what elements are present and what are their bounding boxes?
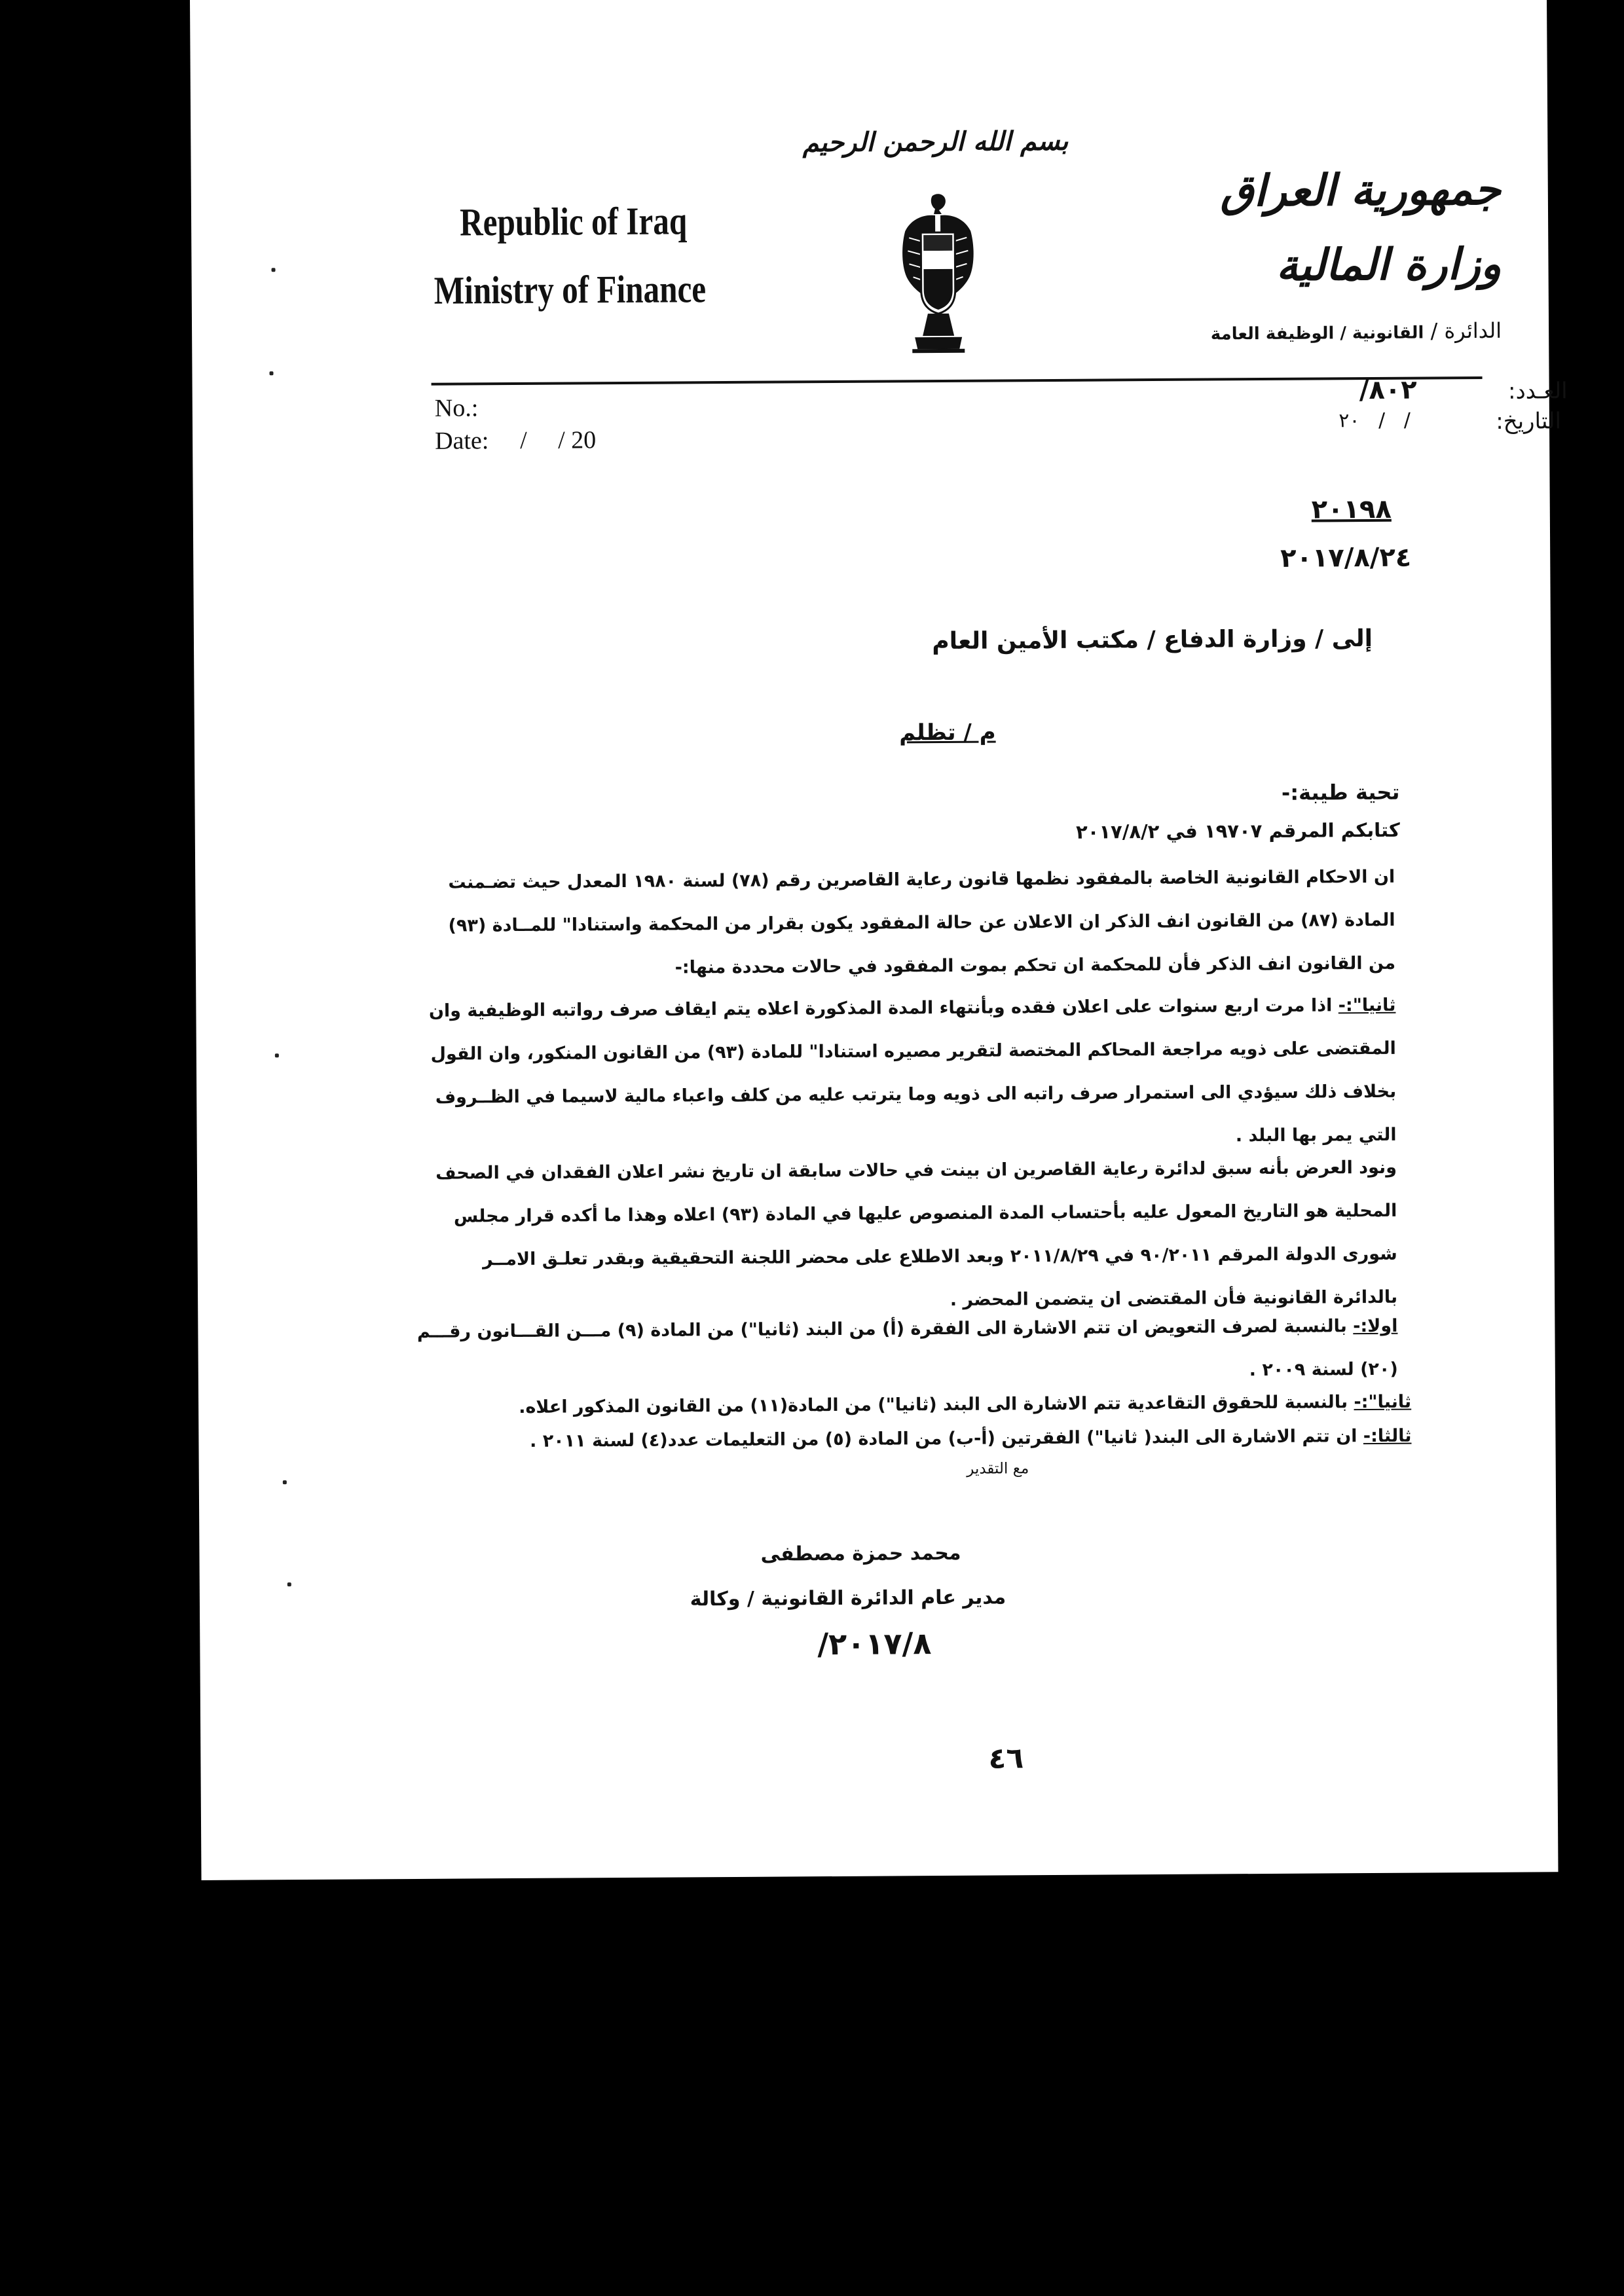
item-label: اولا:- [1353, 1315, 1398, 1337]
en-date-label: Date: [434, 427, 489, 455]
paragraph-line: المقتضى على ذويه مراجعة المحاكم المختصة لتقرير مصيره استنادا" للمادة (٩٣) من القانون المنكور، وان القول [430, 1038, 1396, 1065]
ar-no-value: ٨٠٢/ [1359, 374, 1417, 406]
paragraph-3 [435, 1146, 1398, 1324]
paragraph-1 [448, 856, 1396, 991]
paragraph-line: من القانون انف الذكر فأن للمحكمة ان تحكم بموت المفقود في حالات محددة منها:- [674, 953, 1396, 978]
subject: م / تظلم [899, 719, 996, 746]
paragraph-line: ونود العرض بأنه سبق لدائرة رعاية القاصرين ان بينت في حالات سابقة ان تاريخ نشر اعلان الفقدان في الصحف [435, 1157, 1397, 1184]
item-label: ثانيا":- [1354, 1391, 1412, 1413]
paragraph-2 [428, 984, 1397, 1162]
paragraph-line: بالدائرة القانونية فأن المقتضى ان يتضمن المحضر . [950, 1286, 1398, 1310]
item-text: بالنسبة للحقوق التقاعدية تتم الاشارة الى البند (ثانيا") من المادة(١١) من القانون المذكور اعلاه. [519, 1392, 1348, 1417]
paragraph-line: (٢٠) لسنة ٢٠٠٩ . [1249, 1358, 1398, 1381]
recipient: إلى / وزارة الدفاع / مكتب الأمين العام [932, 625, 1373, 655]
paragraph-line: بخلاف ذلك سيؤدي الى استمرار صرف راتبه الى ذويه وما يترتب عليه من كلف واعباء مالية لاسيما في الظــروف [435, 1081, 1397, 1108]
paragraph-line [494, 1415, 1411, 1464]
scan-speck [272, 268, 276, 272]
item-text: بالنسبة لصرف التعويض ان تتم الاشارة الى الفقرة (أ) من البند (ثانيا") من المادة (٩) مـــن القـــانون رقـــم [416, 1316, 1347, 1342]
ar-ministry-title: وزارة المالية [1276, 238, 1502, 291]
document-page [190, 0, 1568, 1880]
scan-speck [283, 1480, 287, 1484]
paragraph-line [416, 1305, 1398, 1353]
scan-speck [287, 1582, 291, 1586]
ar-republic-title: جمهورية العراق [1220, 163, 1502, 217]
greeting: تحية طيبة:- [1281, 779, 1400, 805]
page-number: ٤٦ [988, 1741, 1024, 1776]
signatory-title: مدير عام الدائرة القانونية / وكالة [690, 1586, 1006, 1611]
signature-date: ٢٠١٧/٨/ [817, 1626, 932, 1662]
iraq-eagle-emblem-icon [898, 192, 978, 356]
ar-date-label: التاريخ: [1496, 408, 1562, 435]
paragraph-line: المادة (٨٧) من القانون انف الذكر ان الاعلان عن حالة المفقود يكون بقرار من المحكمة واستنادا" للمــادة (٩٣) [448, 909, 1395, 936]
item-label: ثالثا:- [1363, 1425, 1412, 1447]
item-3 [494, 1415, 1411, 1464]
paragraph-line: المحلية هو التاريخ المعول عليه بأحتساب المدة المنصوص عليها في المادة (٩٣) اعلاه وهذا ما أكده قرار مجلس [453, 1200, 1397, 1227]
paragraph-line [428, 984, 1396, 1032]
paragraph-line: شورى الدولة المرقم ٩٠/٢٠١١ في ٢٠١١/٨/٢٩ وبعد الاطلاع على محضر اللجنة التحقيقية وبقدر تعلـق الامــر [482, 1243, 1397, 1270]
clause-text: اذا مرت اربع سنوات على اعلان فقده وبأنتهاء المدة المذكورة اعلاه يتم ايقاف صرف رواتبه الوظيفية وان [428, 995, 1333, 1021]
en-no-label: No.: [434, 394, 479, 422]
department-value: القانونية / الوظيفة العامة [1210, 323, 1424, 344]
basmala: بسم الله الرحمن الرحيم [802, 125, 1069, 158]
department-line [1141, 318, 1502, 345]
en-republic-title: Republic of Iraq [459, 199, 688, 244]
paragraph-line: التي يمر بها البلد . [1235, 1124, 1397, 1146]
ar-date-blank: / / ٢٠ [1338, 409, 1411, 433]
scan-speck [275, 1053, 279, 1057]
closing-salutation: مع التقدير [967, 1460, 1029, 1478]
department-label: الدائرة / [1430, 318, 1502, 344]
en-date-blank: / / 20 [519, 426, 597, 454]
signatory-name: محمد حمزة مصطفى [760, 1541, 961, 1566]
ar-no-label: العـدد: [1507, 378, 1568, 405]
stamped-number: ٢٠١٩٨ [1311, 494, 1392, 525]
paragraph-line: ان الاحكام القانونية الخاصة بالمفقود نظمها قانون رعاية القاصرين رقم (٧٨) لسنة ١٩٨٠ المعدل حيث تضـمنت [448, 866, 1395, 893]
en-ministry-title: Ministry of Finance [434, 267, 707, 312]
item-text: ان تتم الاشارة الى البند( ثانيا") الفقرتين (أ-ب) من المادة (٥) من التعليمات عدد(٤) لسنة ٢٠١١ . [530, 1426, 1357, 1451]
scan-speck [269, 371, 273, 375]
stamped-date: ٢٠١٧/٨/٢٤ [1280, 542, 1412, 574]
clause-label: ثانيا":- [1338, 994, 1396, 1016]
reference-letter-line: كتابكم المرقم ١٩٧٠٧ في ٢٠١٧/٨/٢ [1075, 818, 1400, 843]
